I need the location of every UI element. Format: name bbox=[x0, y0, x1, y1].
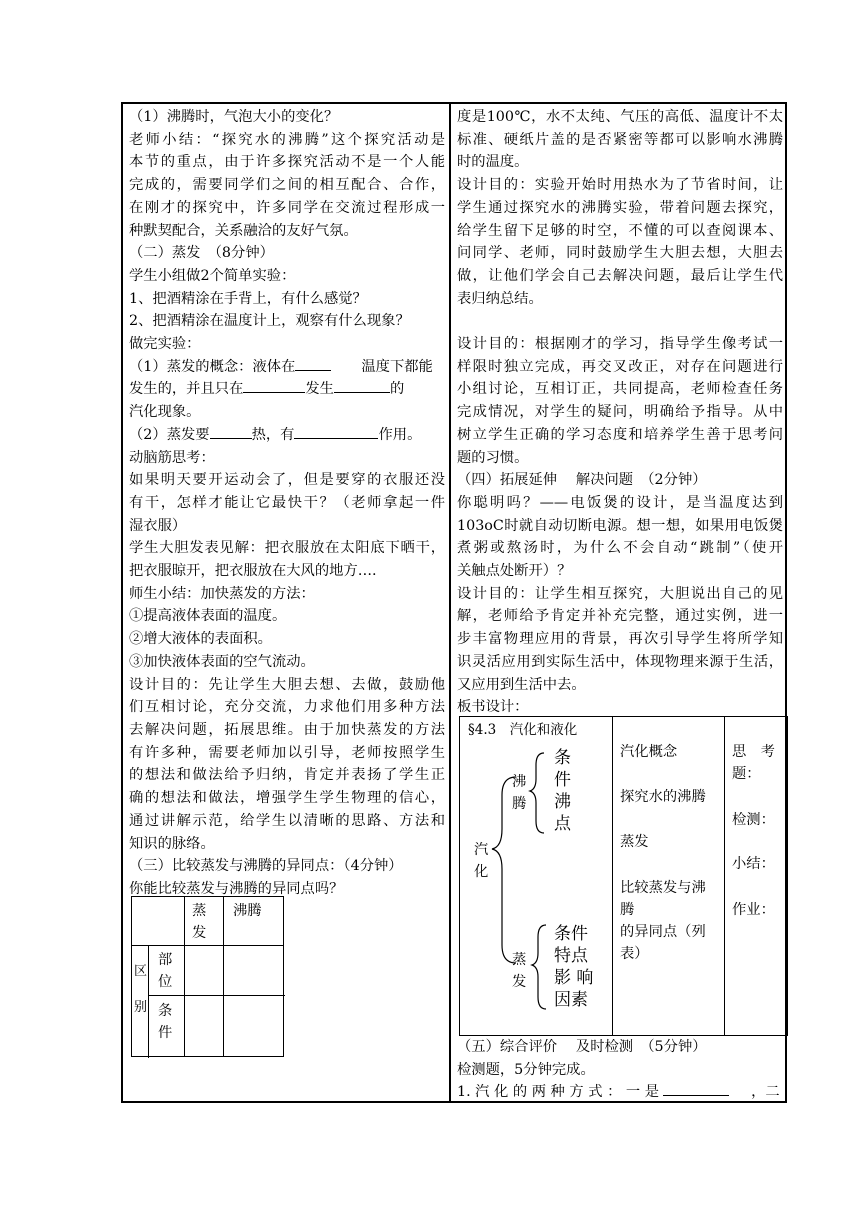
text-line: （1）沸腾时，气泡大小的变化？ bbox=[129, 109, 339, 125]
text-span: 的 bbox=[389, 381, 405, 398]
text-line: 把衣服晾开，把衣服放在大风的地方…. bbox=[129, 563, 377, 580]
text-line: 设计目的：根据刚才的学习，指导学生像考试一 bbox=[457, 336, 783, 353]
board-column-line bbox=[612, 717, 613, 1035]
text-span: ，二 bbox=[751, 1084, 780, 1101]
board-boiling-items: 条 件 沸 点 bbox=[554, 748, 571, 834]
text-line: 完成情况，对学生的疑问，明确给予指导。从中 bbox=[457, 404, 783, 421]
text-line: 你能比较蒸发与沸腾的异同点吗？ bbox=[129, 880, 344, 897]
text-line: 动脑筋思考： bbox=[129, 449, 215, 466]
text-line: 题的习惯。 bbox=[457, 449, 529, 466]
text-line: 有许多种，需要老师加以引导，老师按照学生 bbox=[129, 744, 445, 761]
text-line: 又应用到生活中去。 bbox=[457, 676, 586, 693]
text-line: 设计目的：让学生相互探究，大胆说出自己的见 bbox=[457, 585, 783, 602]
lesson-plan-table bbox=[121, 102, 787, 1103]
text-line: 知识的脉络。 bbox=[129, 835, 215, 852]
text-line: 检测题，5分钟完成。 bbox=[457, 1061, 595, 1078]
board-column-line bbox=[724, 717, 725, 1035]
board-evaporation-items: 条件 特点 影 响 因素 bbox=[554, 924, 594, 1010]
answer-blank bbox=[210, 424, 252, 439]
table-line bbox=[132, 945, 283, 946]
list-item: ②增大液体的表面积。 bbox=[129, 631, 272, 648]
board-item: 作业： bbox=[732, 902, 775, 918]
section-heading: （二）蒸发 （8分钟） bbox=[129, 245, 274, 262]
text-line: 种默契配合，关系融洽的友好气氛。 bbox=[129, 222, 358, 239]
text-line: 完成的，需要同学们之间的相互配合、合作， bbox=[129, 177, 445, 194]
fill-blank-line bbox=[129, 378, 445, 401]
text-line: 们互相讨论，充分交流，力求他们用多种方法 bbox=[129, 699, 445, 716]
table-line bbox=[184, 897, 185, 1056]
text-line: 表归纳总结。 bbox=[457, 290, 543, 307]
text-line: 本节的重点，由于许多探究活动不是一个人能 bbox=[129, 154, 445, 171]
text-span: 发生 bbox=[305, 381, 334, 398]
text-line: 设计目的：先让学生大胆去想、去做，鼓励他 bbox=[129, 676, 445, 693]
text-line: 学生通过探究水的沸腾实验，带着问题去探究， bbox=[457, 199, 783, 216]
right-column bbox=[457, 106, 783, 719]
text-line: 设计目的：实验开始时用热水为了节省时间，让 bbox=[457, 177, 783, 194]
fill-blank-line bbox=[129, 356, 445, 379]
text-line: 湿衣服） bbox=[129, 517, 187, 534]
text-line: 1、把酒精涂在手背上，有什么感觉？ bbox=[129, 290, 367, 307]
text-line: 确的想法和做法，增强学生学生物理的信心， bbox=[129, 790, 445, 807]
text-span: 发生的，并且只在 bbox=[129, 381, 244, 398]
list-item: ③加快液体表面的空气流动。 bbox=[129, 653, 315, 670]
text-line: 小组讨论，互相订正，共同提高，老师检查任务 bbox=[457, 381, 783, 398]
text-span: 温度下都能 bbox=[361, 358, 433, 375]
text-line: 样限时独立完成，再交叉改正，对存在问题进行 bbox=[457, 358, 783, 375]
text-line: 去解决问题，拓展思维。由于加快蒸发的方法 bbox=[129, 721, 445, 738]
right-column-bottom bbox=[457, 1036, 783, 1104]
board-title: §4.3 汽化和液化 bbox=[468, 722, 578, 738]
table-line bbox=[148, 945, 149, 1058]
header-boiling: 沸腾 bbox=[233, 903, 262, 919]
fill-blank-line bbox=[457, 1081, 783, 1104]
text-line: 做，让他们学会自己去解决问题，最后让学生代 bbox=[457, 267, 783, 284]
column-divider bbox=[449, 104, 451, 1101]
comparison-table bbox=[131, 896, 284, 1057]
board-item: 汽化概念 bbox=[620, 744, 678, 760]
text-line: 识灵活应用到实际生活中，体现物理来源于生活， bbox=[457, 653, 783, 670]
text-span: （1）蒸发的概念：液体在 bbox=[129, 358, 296, 375]
text-line: 板书设计： bbox=[457, 699, 529, 716]
board-branch-evaporation: 蒸 发 bbox=[512, 952, 527, 990]
board-item: 比较蒸发与沸 腾 的异同点（列 表） bbox=[620, 880, 706, 962]
text-span: 作用。 bbox=[378, 426, 422, 443]
text-line: 煮粥或熬汤时，为什么不会自动“跳制”（使开 bbox=[457, 540, 783, 557]
row-header-difference: 区 别 bbox=[134, 964, 148, 1015]
left-column bbox=[129, 106, 445, 901]
answer-blank bbox=[294, 424, 378, 439]
answer-blank bbox=[663, 1081, 729, 1096]
board-item: 思 考 题： bbox=[732, 744, 775, 782]
text-line: 103oC时就自动切断电源。想一想，如果用电饭煲 bbox=[457, 517, 783, 534]
text-line: 在刚才的探究中，许多同学在交流过程形成一 bbox=[129, 199, 445, 216]
text-span: （2）蒸发要 bbox=[129, 426, 210, 443]
board-item: 小结： bbox=[732, 856, 775, 872]
fill-blank-line bbox=[129, 424, 445, 447]
text-line: 有干，怎样才能让它最快干？（老师拿起一件 bbox=[129, 494, 445, 511]
text-line: 树立学生正确的学习态度和培养学生善于思考问 bbox=[457, 426, 783, 443]
text-line: 汽化现象。 bbox=[129, 404, 201, 421]
text-line: 你聪明吗？——电饭煲的设计，是当温度达到 bbox=[457, 494, 783, 511]
answer-blank bbox=[295, 356, 331, 371]
section-heading: （四）拓展延伸 解决问题 （2分钟） bbox=[457, 472, 707, 489]
text-line: 如果明天要开运动会了，但是要穿的衣服还没 bbox=[129, 472, 445, 489]
text-line: 步丰富物理应用的背景，再次引导学生将所学知 bbox=[457, 631, 783, 648]
text-line: 老师小结：“探究水的沸腾”这个探究活动是 bbox=[129, 131, 445, 148]
text-line: 标准、硬纸片盖的是否紧密等都可以影响水沸腾 bbox=[457, 131, 783, 148]
text-span: 1. 汽 化 的 两 种 方 式 ： 一 是 bbox=[457, 1084, 660, 1101]
table-line bbox=[223, 897, 224, 1056]
table-line bbox=[148, 995, 285, 996]
board-design-box bbox=[459, 716, 788, 1036]
text-line: 学生大胆发表见解：把衣服放在太阳底下晒干， bbox=[129, 540, 445, 557]
answer-blank bbox=[243, 378, 305, 393]
list-item: ①提高液体表面的温度。 bbox=[129, 608, 287, 625]
section-heading: （五）综合评价 及时检测 （5分钟） bbox=[457, 1039, 707, 1055]
text-line: 解，老师给予肯定并补充完整，通过实例，进一 bbox=[457, 608, 783, 625]
text-line: 度是100℃，水不太纯、气压的高低、温度计不太 bbox=[457, 109, 783, 125]
board-branch-boiling: 沸 腾 bbox=[512, 774, 527, 812]
section-heading: （三）比较蒸发与沸腾的异同点：（4分钟） bbox=[129, 858, 403, 875]
answer-blank bbox=[334, 378, 390, 393]
row-condition: 条 件 bbox=[158, 1003, 173, 1041]
board-item: 探究水的沸腾 bbox=[620, 789, 706, 805]
text-line: 问同学、老师，同时鼓励学生大胆去想，大胆去 bbox=[457, 245, 783, 262]
text-line: 师生小结：加快蒸发的方法： bbox=[129, 585, 315, 602]
board-item: 检测： bbox=[732, 812, 775, 828]
text-line: 做完实验： bbox=[129, 336, 201, 353]
text-line: 学生小组做2个简单实验： bbox=[129, 267, 296, 284]
text-line: 关触点处断开）？ bbox=[457, 563, 572, 580]
text-line: 通过讲解示范，给学生以清晰的思路、方法和 bbox=[129, 812, 445, 829]
row-position: 部 位 bbox=[158, 952, 173, 990]
board-item: 蒸发 bbox=[620, 834, 649, 850]
header-evaporation: 蒸 发 bbox=[192, 903, 207, 941]
text-line: 给学生留下足够的时空，不懂的可以查阅课本、 bbox=[457, 222, 783, 239]
text-line: 2、把酒精涂在温度计上，观察有什么现象？ bbox=[129, 313, 410, 330]
text-line: 的想法和做法给予归纳，肯定并表扬了学生正 bbox=[129, 767, 445, 784]
board-root-vaporization: 汽 化 bbox=[474, 842, 489, 880]
text-span: 热，有 bbox=[251, 426, 295, 443]
text-line: 时的温度。 bbox=[457, 154, 529, 171]
